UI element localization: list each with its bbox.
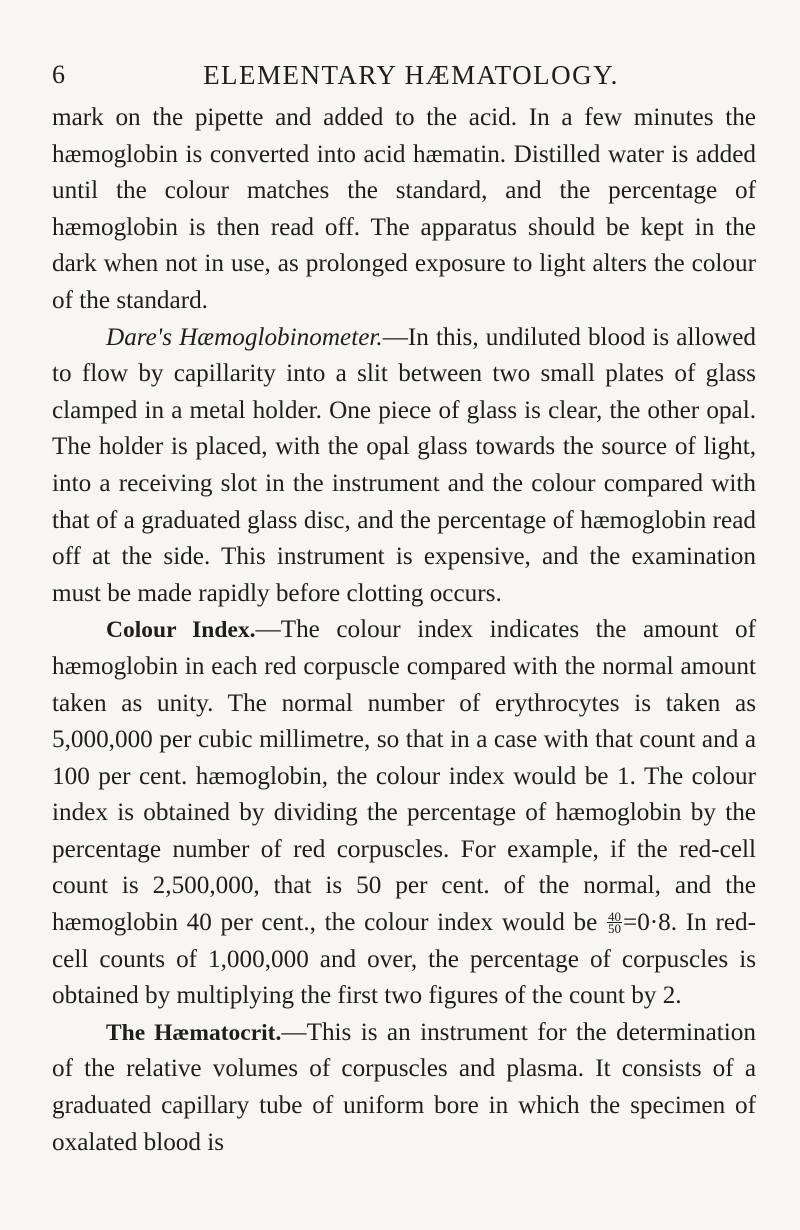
paragraph-dares-haemoglobinometer xyxy=(52,320,756,613)
haematocrit-heading: The Hæmatocrit. xyxy=(106,1019,282,1046)
dares-haemoglobinometer-text: —In this, undiluted blood is allowed to flow by capillarity into a slit between two small plates of glass clamped in a metal holder. One piece of glass is clear, the other opal. The holder is placed, with the opal glass towards the source of light, into a receiving slot in the instrument and the colour compared with that of a graduated glass disc, and the percentage of hæmoglobin read off at the side. This instrument is expensive, and the examination must be made rapidly before clotting occurs. xyxy=(52,323,757,607)
paragraph-colour-index xyxy=(52,612,756,1015)
colour-index-text-a: —The colour index indicates the amount of hæmoglobin in each red corpuscle compared with the normal amount taken as unity. The normal number of erythrocytes is taken as 5,000,000 per cubic millimetre, so that in a case with that count and a 100 per cent. hæmoglobin, the colour index would be 1. The colour index is obtained by dividing the percentage of hæmoglobin by the percentage number of red corpuscles. For example, if the red-cell count is 2,500,000, that is 50 per cent. of the normal, and the hæmoglobin 40 per cent., the colour index would be xyxy=(52,616,756,937)
colour-index-fraction xyxy=(607,909,622,937)
fraction-numerator: 40 xyxy=(607,909,621,925)
fraction-denominator: 50 xyxy=(607,921,621,937)
paragraph-continuation: mark on the pipette and added to the acid. In a few minutes the hæmoglobin is converted into acid hæmatin. Distilled water is added until the colour matches the standard, and the percentage of hæmoglobin is then read off. The apparatus should be kept in the dark when not in use, as prolonged exposure to light alters the colour of the standard. xyxy=(52,104,756,314)
page-number: 6 xyxy=(52,60,65,89)
page-header xyxy=(52,60,756,94)
body-text xyxy=(52,100,756,1161)
paragraph-haematocrit xyxy=(52,1015,756,1161)
haematocrit-text: —This is an instrument for the determination of the relative volumes of corpuscles and plasma. It consists of a graduated capillary tube of uniform bore in which the specimen of oxalated blood is xyxy=(52,1018,756,1156)
colour-index-text-b: =0·8. In red-cell counts of 1,000,000 and over, the percentage of corpuscles is obtained by multiplying the first two figures of the count by 2. xyxy=(52,909,756,1010)
running-head: ELEMENTARY HÆMATOLOGY. xyxy=(203,60,619,90)
dares-haemoglobinometer-heading: Dare's Hæmoglobinometer. xyxy=(106,323,383,351)
colour-index-heading: Colour Index. xyxy=(106,617,256,644)
